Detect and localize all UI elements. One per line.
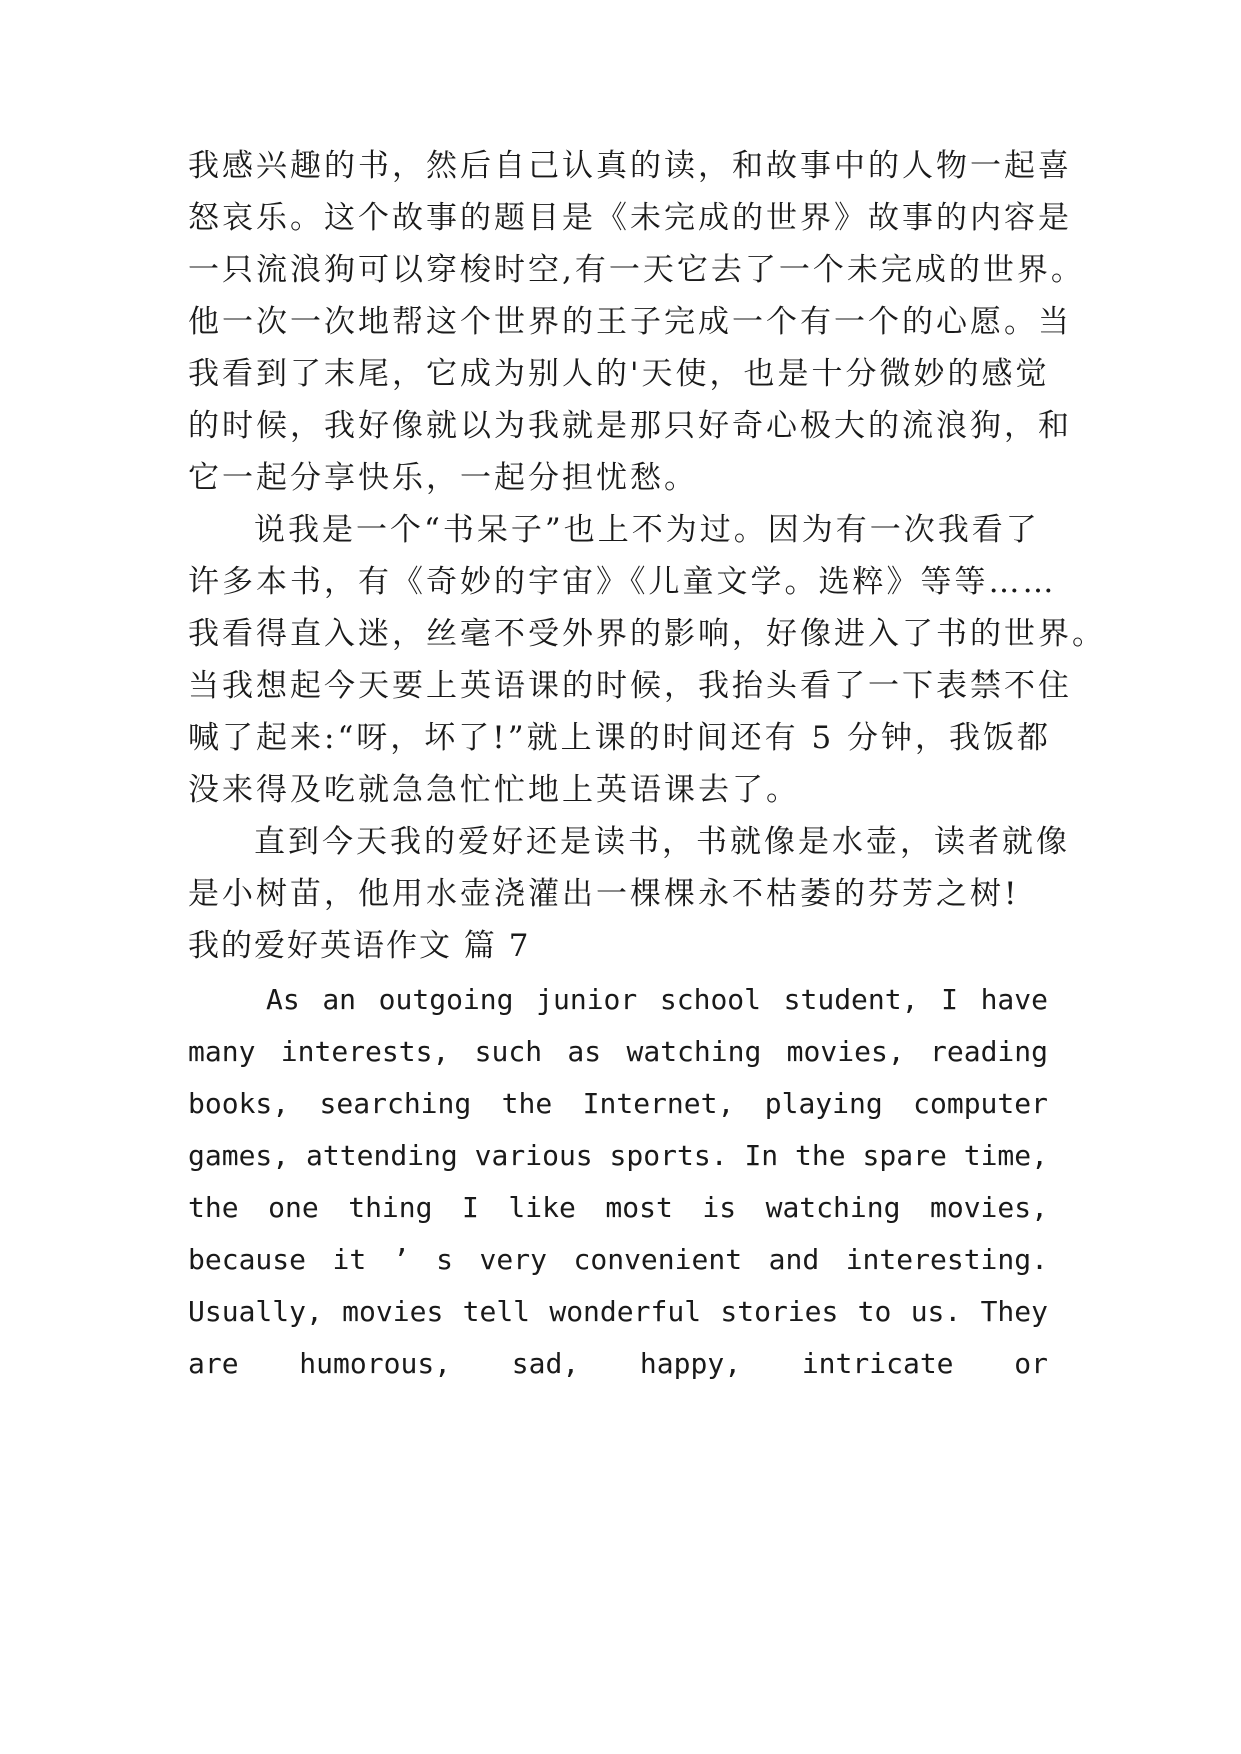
paragraph-a-line: 一只流浪狗可以穿梭时空,有一天它去了一个未完成的世界。 [188, 252, 1085, 288]
paragraph-a-line: 怒哀乐。这个故事的题目是《未完成的世界》故事的内容是 [188, 200, 1072, 236]
paragraph-b-line: 我看得直入迷，丝毫不受外界的影响，好像进入了书的世界。 [188, 616, 1106, 652]
paragraph-b-line: 当我想起今天要上英语课的时候，我抬头看了一下表禁不住 [188, 668, 1072, 704]
paragraph-a-line: 我看到了末尾，它成为别人的'天使，也是十分微妙的感觉 [188, 356, 1050, 392]
english-line: many interests, such as watching movies, reading [188, 1035, 1048, 1068]
section-heading: 我的爱好英语作文 篇 7 [188, 928, 531, 964]
paragraph-a-line: 它一起分享快乐，一起分担忧愁。 [188, 460, 698, 496]
english-line: are humorous, sad, happy, intricate or [188, 1347, 1048, 1380]
english-line: because it ’ s very convenient and interesting. [188, 1243, 1048, 1276]
english-line: Usually, movies tell wonderful stories to us. They [188, 1295, 1048, 1328]
paragraph-a-line: 的时候，我好像就以为我就是那只好奇心极大的流浪狗，和 [188, 408, 1072, 444]
paragraph-b-line: 喊了起来:“呀，坏了!”就上课的时间还有 5 分钟，我饭都 [188, 720, 1052, 756]
paragraph-b-line: 没来得及吃就急急忙忙地上英语课去了。 [188, 772, 800, 808]
english-line: books, searching the Internet, playing computer [188, 1087, 1048, 1120]
paragraph-c-line: 直到今天我的爱好还是读书，书就像是水壶，读者就像 [254, 824, 1070, 860]
paragraph-a-line: 我感兴趣的书，然后自己认真的读，和故事中的人物一起喜 [188, 148, 1072, 184]
paragraph-a-line: 他一次一次地帮这个世界的王子完成一个有一个的心愿。当 [188, 304, 1072, 340]
english-line: As an outgoing junior school student, I have [266, 983, 1048, 1016]
english-line: the one thing I like most is watching movies, [188, 1191, 1048, 1224]
paragraph-b-line: 说我是一个“书呆子”也上不为过。因为有一次我看了 [254, 512, 1040, 548]
paragraph-b-line: 许多本书，有《奇妙的宇宙》《儿童文学。选粹》等等…… [188, 564, 1057, 600]
paragraph-c-line: 是小树苗，他用水壶浇灌出一棵棵永不枯萎的芬芳之树! [188, 876, 1020, 912]
english-line: games, attending various sports. In the spare time, [188, 1139, 1048, 1172]
